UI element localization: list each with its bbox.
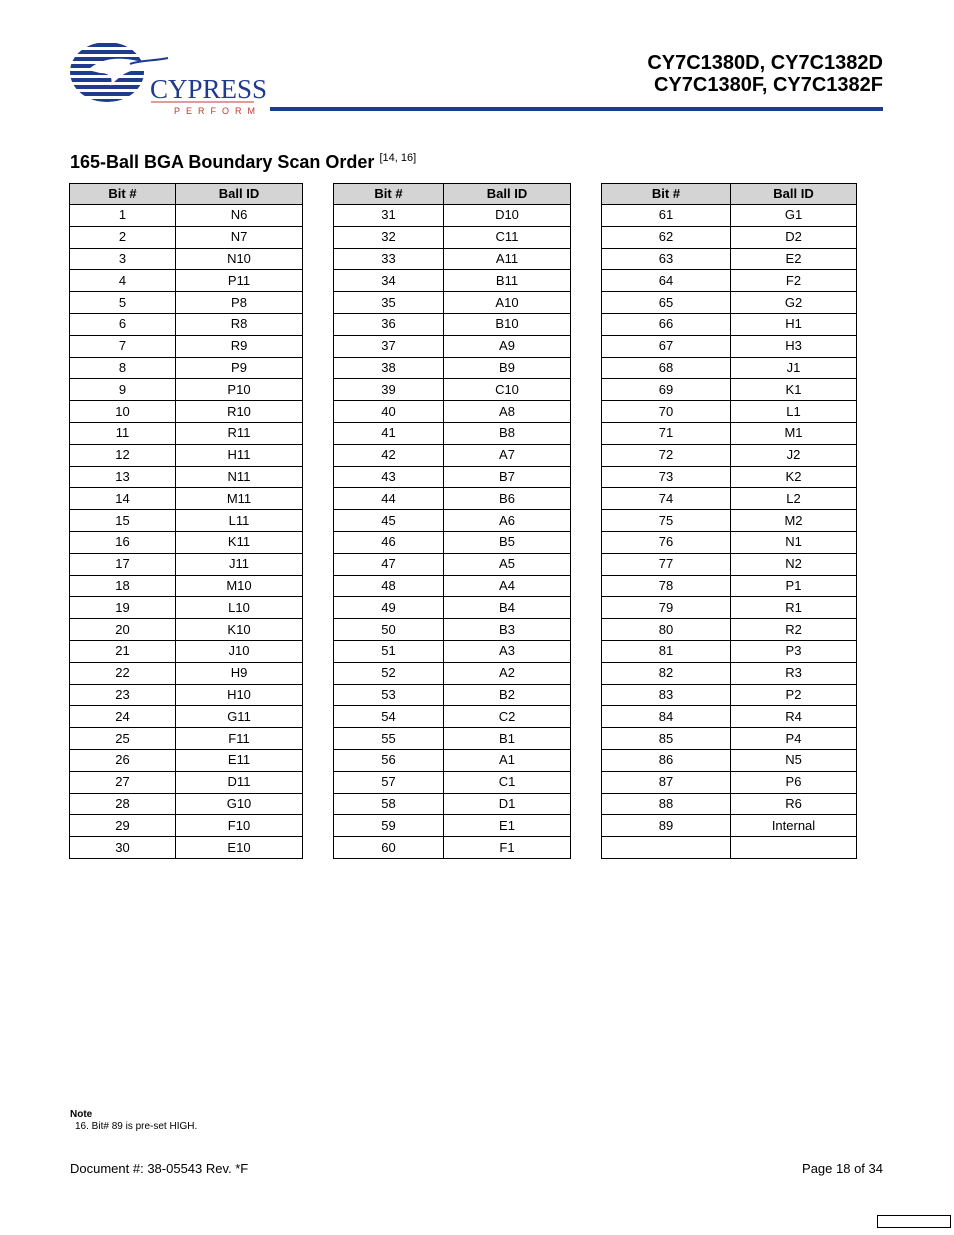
table-row — [602, 749, 857, 771]
bit-cell: 24 — [70, 706, 176, 728]
bit-header: Bit # — [70, 184, 176, 205]
table-row — [70, 662, 303, 684]
table-row — [602, 488, 857, 510]
title-line-2: CY7C1380F, CY7C1382F — [653, 74, 883, 96]
ball-id-cell: R8 — [176, 313, 303, 335]
table-row — [602, 771, 857, 793]
ball-id-cell: R9 — [176, 335, 303, 357]
table-row — [602, 379, 857, 401]
header-rule — [270, 107, 883, 111]
table-row — [602, 313, 857, 335]
table-row — [602, 728, 857, 750]
table-row — [602, 575, 857, 597]
bit-cell: 62 — [602, 226, 731, 248]
ball-id-cell: F2 — [731, 270, 857, 292]
bit-cell: 83 — [602, 684, 731, 706]
ball-id-cell: D1 — [444, 793, 571, 815]
table-row — [70, 226, 303, 248]
table-row — [334, 226, 571, 248]
ball-id-cell: N1 — [731, 531, 857, 553]
cypress-globe-icon — [70, 40, 268, 120]
bit-cell: 75 — [602, 510, 731, 532]
ball-id-cell: G10 — [176, 793, 303, 815]
table-row — [70, 531, 303, 553]
bit-cell: 30 — [70, 837, 176, 859]
table-row — [334, 640, 571, 662]
table-row — [334, 205, 571, 227]
table-row — [70, 313, 303, 335]
table-row — [334, 619, 571, 641]
table-row — [70, 597, 303, 619]
table-row — [70, 422, 303, 444]
table-row — [602, 510, 857, 532]
ball-id-cell: H10 — [176, 684, 303, 706]
table-row — [602, 422, 857, 444]
bit-cell: 49 — [334, 597, 444, 619]
bit-cell: 42 — [334, 444, 444, 466]
ball-id-cell: H9 — [176, 662, 303, 684]
bit-cell: 68 — [602, 357, 731, 379]
bit-cell: 82 — [602, 662, 731, 684]
bit-cell: 19 — [70, 597, 176, 619]
ball-id-cell: P1 — [731, 575, 857, 597]
bit-cell: 59 — [334, 815, 444, 837]
table-row — [334, 662, 571, 684]
ball-id-cell: P11 — [176, 270, 303, 292]
document-title — [647, 52, 883, 96]
bit-cell: 25 — [70, 728, 176, 750]
bit-cell: 89 — [602, 815, 731, 837]
note-title: Note — [70, 1109, 93, 1120]
bit-cell: 32 — [334, 226, 444, 248]
table-row — [334, 270, 571, 292]
table-row — [70, 292, 303, 314]
bit-cell: 3 — [70, 248, 176, 270]
ball-id-cell: G11 — [176, 706, 303, 728]
table-row — [70, 335, 303, 357]
title-line-1: CY7C1380D, CY7C1382D — [647, 52, 883, 74]
ball-id-cell: A1 — [444, 749, 571, 771]
table-row — [70, 793, 303, 815]
table-row — [334, 684, 571, 706]
bit-cell: 13 — [70, 466, 176, 488]
ball-id-cell: B9 — [444, 357, 571, 379]
ball-id-cell: A3 — [444, 640, 571, 662]
table-row — [70, 248, 303, 270]
bit-cell: 44 — [334, 488, 444, 510]
footnote-refs: [14, 16] — [379, 152, 417, 164]
table-row — [334, 771, 571, 793]
ball-id-cell: P2 — [731, 684, 857, 706]
table-row — [602, 793, 857, 815]
table-row — [602, 270, 857, 292]
ball-id-cell: M10 — [176, 575, 303, 597]
bit-cell: 48 — [334, 575, 444, 597]
ball-id-cell: M11 — [176, 488, 303, 510]
bit-cell: 23 — [70, 684, 176, 706]
bit-cell: 87 — [602, 771, 731, 793]
ball-id-cell: N2 — [731, 553, 857, 575]
page-number: Page 18 of 34 — [802, 1161, 883, 1176]
bit-cell: 65 — [602, 292, 731, 314]
bit-cell: 1 — [70, 205, 176, 227]
bit-cell: 21 — [70, 640, 176, 662]
table-row — [334, 379, 571, 401]
bit-cell: 11 — [70, 422, 176, 444]
bit-cell: 63 — [602, 248, 731, 270]
ball-id-cell: E2 — [731, 248, 857, 270]
table-row — [334, 488, 571, 510]
bit-cell: 60 — [334, 837, 444, 859]
table-row — [602, 531, 857, 553]
table-header-row — [70, 184, 303, 205]
ball-id-cell: B8 — [444, 422, 571, 444]
table-row — [602, 684, 857, 706]
note-text: 16. Bit# 89 is pre-set HIGH. — [75, 1121, 198, 1132]
table-row — [70, 706, 303, 728]
bit-cell: 67 — [602, 335, 731, 357]
table-row — [70, 837, 303, 859]
ball-id-cell: B7 — [444, 466, 571, 488]
ball-id-cell: R4 — [731, 706, 857, 728]
table-row — [334, 837, 571, 859]
bit-cell: 38 — [334, 357, 444, 379]
bit-cell: 8 — [70, 357, 176, 379]
bit-cell: 40 — [334, 401, 444, 423]
ball-id-cell: K11 — [176, 531, 303, 553]
table-row — [70, 205, 303, 227]
ball-id-cell: D2 — [731, 226, 857, 248]
ball-id-cell: H3 — [731, 335, 857, 357]
ball-id-cell: B6 — [444, 488, 571, 510]
table-row — [70, 466, 303, 488]
bit-cell: 36 — [334, 313, 444, 335]
ball-id-cell: A6 — [444, 510, 571, 532]
ball-id-cell: P4 — [731, 728, 857, 750]
corner-box — [877, 1215, 951, 1228]
bit-cell: 22 — [70, 662, 176, 684]
ball-id-cell: B2 — [444, 684, 571, 706]
bit-cell: 58 — [334, 793, 444, 815]
ball-id-cell: E10 — [176, 837, 303, 859]
ball-id-cell: B4 — [444, 597, 571, 619]
ball-id-cell: A11 — [444, 248, 571, 270]
table-row — [70, 488, 303, 510]
table-row — [602, 597, 857, 619]
bit-cell: 57 — [334, 771, 444, 793]
table-row — [334, 313, 571, 335]
ball-id-cell: C11 — [444, 226, 571, 248]
ball-id-header: Ball ID — [176, 184, 303, 205]
document-number: Document #: 38-05543 Rev. *F — [70, 1161, 249, 1176]
table-row — [70, 444, 303, 466]
table-row — [334, 553, 571, 575]
table-row — [70, 749, 303, 771]
ball-id-cell: M2 — [731, 510, 857, 532]
table-row — [602, 662, 857, 684]
table-row — [70, 640, 303, 662]
bit-cell — [602, 837, 731, 859]
table-row — [602, 248, 857, 270]
ball-id-cell: R11 — [176, 422, 303, 444]
table-row — [334, 422, 571, 444]
section-title-text: 165-Ball BGA Boundary Scan Order — [70, 152, 375, 172]
bit-cell: 77 — [602, 553, 731, 575]
bit-cell: 2 — [70, 226, 176, 248]
bit-cell: 64 — [602, 270, 731, 292]
svg-text:CYPRESS: CYPRESS — [150, 74, 268, 104]
ball-id-cell: R10 — [176, 401, 303, 423]
table-row — [70, 728, 303, 750]
bit-cell: 52 — [334, 662, 444, 684]
bit-cell: 53 — [334, 684, 444, 706]
table-row — [70, 553, 303, 575]
table-row — [334, 335, 571, 357]
ball-id-cell: C2 — [444, 706, 571, 728]
table-row — [602, 640, 857, 662]
bit-cell: 4 — [70, 270, 176, 292]
bit-cell: 84 — [602, 706, 731, 728]
ball-id-cell: H1 — [731, 313, 857, 335]
ball-id-cell: P6 — [731, 771, 857, 793]
bit-cell: 6 — [70, 313, 176, 335]
bit-cell: 35 — [334, 292, 444, 314]
table-row — [70, 619, 303, 641]
bit-cell: 33 — [334, 248, 444, 270]
ball-id-cell: K10 — [176, 619, 303, 641]
table-row — [602, 401, 857, 423]
ball-id-cell: A4 — [444, 575, 571, 597]
table-row — [70, 510, 303, 532]
bit-cell: 71 — [602, 422, 731, 444]
table-row — [602, 335, 857, 357]
bit-cell: 43 — [334, 466, 444, 488]
ball-id-cell: C10 — [444, 379, 571, 401]
ball-id-cell: K2 — [731, 466, 857, 488]
ball-id-cell: A7 — [444, 444, 571, 466]
cypress-logo — [70, 40, 268, 120]
bit-cell: 18 — [70, 575, 176, 597]
ball-id-cell — [731, 837, 857, 859]
table-row — [70, 379, 303, 401]
ball-id-cell: P3 — [731, 640, 857, 662]
bit-cell: 51 — [334, 640, 444, 662]
table-row — [70, 575, 303, 597]
bit-cell: 14 — [70, 488, 176, 510]
table-row — [70, 684, 303, 706]
ball-id-cell: J2 — [731, 444, 857, 466]
ball-id-cell: J10 — [176, 640, 303, 662]
bit-cell: 15 — [70, 510, 176, 532]
table-row — [602, 357, 857, 379]
ball-id-cell: G2 — [731, 292, 857, 314]
bit-cell: 41 — [334, 422, 444, 444]
bit-cell: 37 — [334, 335, 444, 357]
ball-id-cell: L10 — [176, 597, 303, 619]
ball-id-cell: A2 — [444, 662, 571, 684]
bit-cell: 17 — [70, 553, 176, 575]
ball-id-cell: P10 — [176, 379, 303, 401]
table-row — [334, 292, 571, 314]
bit-cell: 9 — [70, 379, 176, 401]
bit-cell: 86 — [602, 749, 731, 771]
ball-id-cell: E1 — [444, 815, 571, 837]
bit-cell: 81 — [602, 640, 731, 662]
ball-id-cell: N11 — [176, 466, 303, 488]
table-row — [334, 248, 571, 270]
table-row — [602, 619, 857, 641]
table-row — [70, 771, 303, 793]
ball-id-cell: J11 — [176, 553, 303, 575]
ball-id-cell: E11 — [176, 749, 303, 771]
bit-cell: 78 — [602, 575, 731, 597]
boundary-scan-table-1 — [69, 183, 303, 859]
bit-cell: 5 — [70, 292, 176, 314]
table-row — [334, 444, 571, 466]
bit-cell: 31 — [334, 205, 444, 227]
ball-id-header: Ball ID — [444, 184, 571, 205]
ball-id-cell: P9 — [176, 357, 303, 379]
bit-cell: 12 — [70, 444, 176, 466]
ball-id-cell: J1 — [731, 357, 857, 379]
bit-cell: 61 — [602, 205, 731, 227]
section-title — [70, 152, 416, 173]
table-row — [334, 401, 571, 423]
ball-id-cell: L11 — [176, 510, 303, 532]
table-row — [334, 531, 571, 553]
table-row — [334, 793, 571, 815]
bit-cell: 39 — [334, 379, 444, 401]
bit-cell: 45 — [334, 510, 444, 532]
boundary-scan-table-2 — [333, 183, 571, 859]
table-row — [334, 575, 571, 597]
ball-id-cell: R3 — [731, 662, 857, 684]
table-header-row — [602, 184, 857, 205]
table-row — [70, 357, 303, 379]
bit-cell: 47 — [334, 553, 444, 575]
ball-id-cell: D11 — [176, 771, 303, 793]
table-row — [334, 597, 571, 619]
bit-cell: 26 — [70, 749, 176, 771]
bit-cell: 46 — [334, 531, 444, 553]
bit-cell: 73 — [602, 466, 731, 488]
table-row — [602, 706, 857, 728]
bit-cell: 85 — [602, 728, 731, 750]
ball-id-header: Ball ID — [731, 184, 857, 205]
ball-id-cell: N6 — [176, 205, 303, 227]
ball-id-cell: F1 — [444, 837, 571, 859]
bit-cell: 50 — [334, 619, 444, 641]
ball-id-cell: B3 — [444, 619, 571, 641]
table-row — [334, 510, 571, 532]
table-row — [334, 706, 571, 728]
ball-id-cell: F11 — [176, 728, 303, 750]
ball-id-cell: A10 — [444, 292, 571, 314]
table-row — [602, 444, 857, 466]
bit-cell: 88 — [602, 793, 731, 815]
table-header-row — [334, 184, 571, 205]
bit-cell: 79 — [602, 597, 731, 619]
bit-cell: 16 — [70, 531, 176, 553]
bit-cell: 28 — [70, 793, 176, 815]
table-row — [70, 815, 303, 837]
ball-id-cell: A9 — [444, 335, 571, 357]
ball-id-cell: G1 — [731, 205, 857, 227]
bit-cell: 20 — [70, 619, 176, 641]
bit-cell: 70 — [602, 401, 731, 423]
ball-id-cell: Internal — [731, 815, 857, 837]
ball-id-cell: F10 — [176, 815, 303, 837]
ball-id-cell: D10 — [444, 205, 571, 227]
bit-cell: 55 — [334, 728, 444, 750]
bit-cell: 56 — [334, 749, 444, 771]
bit-cell: 7 — [70, 335, 176, 357]
table-row — [602, 226, 857, 248]
ball-id-cell: C1 — [444, 771, 571, 793]
ball-id-cell: R6 — [731, 793, 857, 815]
table-row — [334, 749, 571, 771]
bit-cell: 27 — [70, 771, 176, 793]
bit-cell: 72 — [602, 444, 731, 466]
bit-header: Bit # — [602, 184, 731, 205]
ball-id-cell: B11 — [444, 270, 571, 292]
ball-id-cell: A5 — [444, 553, 571, 575]
bit-header: Bit # — [334, 184, 444, 205]
ball-id-cell: R2 — [731, 619, 857, 641]
table-row — [602, 292, 857, 314]
bit-cell: 54 — [334, 706, 444, 728]
ball-id-cell: L2 — [731, 488, 857, 510]
ball-id-cell: N10 — [176, 248, 303, 270]
ball-id-cell: B5 — [444, 531, 571, 553]
ball-id-cell: B10 — [444, 313, 571, 335]
table-row — [70, 270, 303, 292]
table-row — [334, 466, 571, 488]
bit-cell: 76 — [602, 531, 731, 553]
table-row — [334, 728, 571, 750]
bit-cell: 74 — [602, 488, 731, 510]
table-row — [602, 815, 857, 837]
bit-cell: 66 — [602, 313, 731, 335]
ball-id-cell: R1 — [731, 597, 857, 619]
ball-id-cell: H11 — [176, 444, 303, 466]
ball-id-cell: N7 — [176, 226, 303, 248]
ball-id-cell: N5 — [731, 749, 857, 771]
ball-id-cell: L1 — [731, 401, 857, 423]
bit-cell: 69 — [602, 379, 731, 401]
table-row — [602, 553, 857, 575]
table-row — [602, 837, 857, 859]
table-row — [602, 466, 857, 488]
ball-id-cell: B1 — [444, 728, 571, 750]
ball-id-cell: K1 — [731, 379, 857, 401]
svg-text:PERFORM: PERFORM — [174, 106, 261, 116]
ball-id-cell: M1 — [731, 422, 857, 444]
ball-id-cell: P8 — [176, 292, 303, 314]
table-row — [70, 401, 303, 423]
bit-cell: 80 — [602, 619, 731, 641]
table-row — [334, 357, 571, 379]
table-row — [602, 205, 857, 227]
bit-cell: 34 — [334, 270, 444, 292]
ball-id-cell: A8 — [444, 401, 571, 423]
boundary-scan-table-3 — [601, 183, 857, 859]
table-row — [334, 815, 571, 837]
bit-cell: 10 — [70, 401, 176, 423]
bit-cell: 29 — [70, 815, 176, 837]
